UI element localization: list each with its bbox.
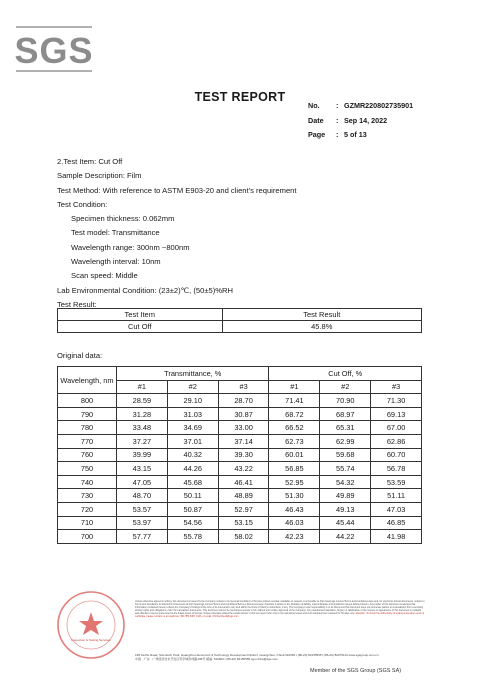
condition-scan-speed: Scan speed: Middle: [71, 271, 138, 281]
meta-colon: :: [336, 115, 339, 125]
cell-cut-off: 44.22: [320, 530, 371, 544]
result-item: Cut Off: [58, 321, 223, 333]
table-row: [58, 475, 422, 489]
cell-cut-off: 69.13: [371, 407, 422, 421]
table-row: [58, 462, 422, 476]
table-row: [58, 530, 422, 544]
subheader: #1: [117, 380, 168, 394]
cell-transmittance: 50.87: [167, 502, 218, 516]
cell-cut-off: 62.99: [320, 434, 371, 448]
cell-cut-off: 45.44: [320, 516, 371, 530]
cell-transmittance: 28.70: [218, 394, 269, 408]
cell-cut-off: 60.70: [371, 448, 422, 462]
test-description: [57, 155, 297, 312]
cell-transmittance: 53.15: [218, 516, 269, 530]
cell-transmittance: 58.02: [218, 530, 269, 544]
cell-transmittance: 48.89: [218, 489, 269, 503]
cell-cut-off: 53.59: [371, 475, 422, 489]
cell-transmittance: 30.87: [218, 407, 269, 421]
disclaimer-text: Unless otherwise agreed in writing, this document is issued by the Company subject to its General Conditions of Service printed overleaf, available on request or accessible at http://www.sgs.com/en/Terms-and-Conditions.aspx and, for electronic format documents, subject to Terms and Conditions for Electronic Documents at http://www.sgs.com/en/Terms-and-Conditions/Terms-e-Document.aspx. Attention is drawn to the limitation of liability, indemnification and jurisdiction issues defined therein. Any holder of this document is advised that information contained hereon reflects the Company's findings at the time of its intervention only and within the limits of Client's instructions, if any. The Company's sole responsibility is to its Client and this document does not exonerate parties to a transaction from exercising all their rights and obligations under the transaction documents. This document cannot be reproduced except in full, without prior written approval of the Company. Any unauthorized alteration, forgery or falsification of the content or appearance of this document is unlawful and offenders may be prosecuted to the fullest extent of the law. Unless otherwise stated the results shown in this test report refer only to the sample(s) tested and such sample(s) are retained for 30 days only.: [135, 600, 425, 616]
result-value: 45.8%: [222, 321, 421, 333]
cell-transmittance: 55.78: [167, 530, 218, 544]
cell-cut-off: 49.89: [320, 489, 371, 503]
cell-cut-off: 71.41: [269, 394, 320, 408]
table-header-row: [58, 309, 422, 321]
table-row: [58, 489, 422, 503]
cell-cut-off: 56.78: [371, 462, 422, 476]
subheader: #3: [218, 380, 269, 394]
cell-cut-off: 46.03: [269, 516, 320, 530]
address-cn: 中国 · 广东 · 广州经济技术开发区科学城科珠路198号 邮编: 510663 t (86-20) 82155555 sgs.china@sgs.com: [135, 656, 278, 661]
cell-wavelength: 720: [58, 502, 117, 516]
subheader: #2: [320, 380, 371, 394]
table-row: [58, 448, 422, 462]
table-row: [58, 434, 422, 448]
cell-cut-off: 60.01: [269, 448, 320, 462]
test-condition-heading: Test Condition:: [57, 199, 108, 209]
condition-thickness: Specimen thickness: 0.062mm: [71, 214, 175, 224]
cell-transmittance: 37.14: [218, 434, 269, 448]
cell-wavelength: 800: [58, 394, 117, 408]
meta-colon: :: [336, 101, 339, 110]
report-meta: [308, 99, 413, 143]
lab-environment: Lab Environmental Condition: (23±2)℃, (50±5)%RH: [57, 285, 233, 295]
table-row: [58, 321, 422, 333]
cell-wavelength: 750: [58, 462, 117, 476]
table-row: [58, 502, 422, 516]
cell-cut-off: 56.85: [269, 462, 320, 476]
cell-transmittance: 45.68: [167, 475, 218, 489]
sgs-logo-text: SGS: [14, 30, 94, 71]
header-wavelength: Wavelength, nm: [58, 367, 117, 394]
cell-cut-off: 52.95: [269, 475, 320, 489]
cell-transmittance: 46.41: [218, 475, 269, 489]
cell-cut-off: 68.72: [269, 407, 320, 421]
cell-wavelength: 770: [58, 434, 117, 448]
meta-label: Date: [308, 115, 324, 125]
cell-wavelength: 760: [58, 448, 117, 462]
page-title: TEST REPORT: [194, 90, 286, 104]
condition-model: Test model: Transmittance: [71, 228, 160, 238]
meta-colon: :: [336, 130, 339, 139]
cell-transmittance: 39.99: [117, 448, 168, 462]
cell-wavelength: 710: [58, 516, 117, 530]
seal-text: Inspection & Testing Services: [71, 638, 111, 642]
cell-transmittance: 53.57: [117, 502, 168, 516]
footer-address: [135, 654, 425, 661]
cell-wavelength: 730: [58, 489, 117, 503]
attention-text: Attention: To check the authenticity of testing /inspection report & certificate, please contact us at telephone: (86-755) 8307 1443, or email: CN.Doccheck@sgs.com: [135, 612, 425, 619]
cell-wavelength: 700: [58, 530, 117, 544]
cell-cut-off: 46.43: [269, 502, 320, 516]
cell-cut-off: 65.31: [320, 421, 371, 435]
meta-label: Page: [308, 130, 326, 139]
test-item: 2.Test Item: Cut Off: [57, 157, 123, 166]
report-number: GZMR220802735901: [344, 101, 414, 110]
header-transmittance: Transmittance, %: [117, 367, 269, 381]
cell-transmittance: 44.26: [167, 462, 218, 476]
result-table: [57, 308, 422, 333]
cell-transmittance: 48.70: [117, 489, 168, 503]
table-row: [58, 516, 422, 530]
report-page-row: [308, 128, 413, 143]
cell-wavelength: 790: [58, 407, 117, 421]
cell-transmittance: 57.77: [117, 530, 168, 544]
cell-transmittance: 33.48: [117, 421, 168, 435]
meta-label: No.: [308, 101, 320, 110]
cell-transmittance: 53.97: [117, 516, 168, 530]
test-result-heading: Test Result:: [57, 299, 97, 309]
table-row: [58, 421, 422, 435]
cell-cut-off: 62.86: [371, 434, 422, 448]
header-test-item: Test Item: [58, 309, 223, 321]
cell-transmittance: 34.69: [167, 421, 218, 435]
cell-transmittance: 31.28: [117, 407, 168, 421]
address-en: 198 Kezhu Road, Scientech Park, Guangzhou Economic & Technology Development District, Guangzhou, China 510663 t (86-20) 82155555 f (86-20) 82075113 www.sgsgroup.com.cn: [135, 653, 379, 657]
cell-cut-off: 62.73: [269, 434, 320, 448]
cell-cut-off: 54.32: [320, 475, 371, 489]
original-data-table: [57, 366, 422, 544]
cell-cut-off: 49.13: [320, 502, 371, 516]
cell-transmittance: 52.97: [218, 502, 269, 516]
original-data-label: Original data:: [57, 351, 103, 360]
cell-cut-off: 68.97: [320, 407, 371, 421]
cell-transmittance: 43.22: [218, 462, 269, 476]
cell-transmittance: 47.05: [117, 475, 168, 489]
report-date: Sep 14, 2022: [344, 115, 388, 125]
seal-graphic: [54, 588, 128, 662]
member-text: Member of the SGS Group (SGS SA): [310, 668, 402, 674]
cell-transmittance: 37.27: [117, 434, 168, 448]
cell-transmittance: 39.30: [218, 448, 269, 462]
cell-cut-off: 70.90: [320, 394, 371, 408]
cell-transmittance: 28.59: [117, 394, 168, 408]
cell-cut-off: 66.52: [269, 421, 320, 435]
report-page: 5 of 13: [344, 130, 367, 139]
cell-wavelength: 740: [58, 475, 117, 489]
sgs-logo-graphic: [14, 22, 94, 78]
subheader: #1: [269, 380, 320, 394]
cell-cut-off: 71.30: [371, 394, 422, 408]
header-test-result: Test Result: [222, 309, 421, 321]
cell-cut-off: 51.30: [269, 489, 320, 503]
header-cut-off: Cut Off, %: [269, 367, 422, 381]
company-seal: [54, 588, 128, 662]
test-method: Test Method: With reference to ASTM E903-20 and client's requirement: [57, 185, 297, 195]
cell-cut-off: 46.85: [371, 516, 422, 530]
subheader: #2: [167, 380, 218, 394]
report-date-row: [308, 114, 413, 129]
condition-range: Wavelength range: 300nm ~800nm: [71, 242, 190, 252]
table-row: [58, 394, 422, 408]
cell-transmittance: 33.00: [218, 421, 269, 435]
subheader: #3: [371, 380, 422, 394]
cell-cut-off: 42.23: [269, 530, 320, 544]
cell-cut-off: 67.00: [371, 421, 422, 435]
cell-transmittance: 31.03: [167, 407, 218, 421]
cell-cut-off: 51.11: [371, 489, 422, 503]
cell-cut-off: 47.03: [371, 502, 422, 516]
cell-transmittance: 54.56: [167, 516, 218, 530]
cell-cut-off: 41.98: [371, 530, 422, 544]
cell-wavelength: 780: [58, 421, 117, 435]
sample-description: Sample Description: Film: [57, 171, 142, 181]
cell-transmittance: 43.15: [117, 462, 168, 476]
cell-cut-off: 55.74: [320, 462, 371, 476]
report-number-row: [308, 99, 413, 114]
sgs-logo: [14, 22, 94, 78]
cell-transmittance: 29.10: [167, 394, 218, 408]
cell-transmittance: 50.11: [167, 489, 218, 503]
star-icon: [79, 612, 103, 635]
condition-interval: Wavelength interval: 10nm: [71, 257, 161, 267]
table-header-row: [58, 367, 422, 381]
cell-transmittance: 37.01: [167, 434, 218, 448]
cell-cut-off: 59.68: [320, 448, 371, 462]
table-row: [58, 407, 422, 421]
footer-disclaimer: [135, 600, 425, 654]
cell-transmittance: 40.32: [167, 448, 218, 462]
